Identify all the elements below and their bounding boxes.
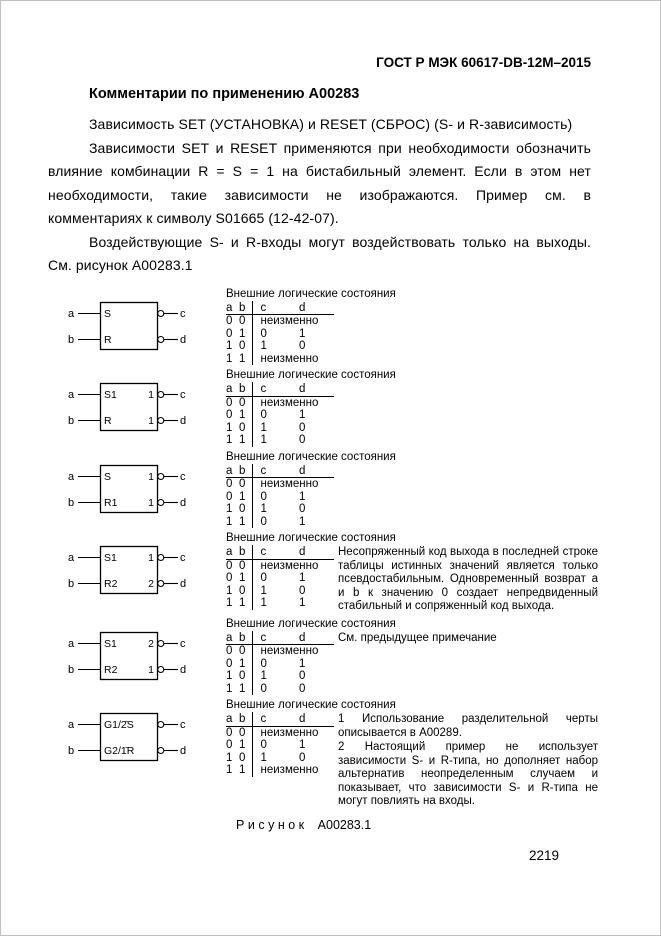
output-d-label: d xyxy=(180,496,187,509)
paragraph-body: Воздействующие S- и R-входы могут воздействовать только на выходы. См. рисунок А00283.1 xyxy=(48,233,591,273)
cell: 1 xyxy=(239,490,246,503)
cell: 1 xyxy=(252,422,298,435)
cell: 0 xyxy=(299,503,306,515)
cell: 1 xyxy=(226,434,233,446)
output-c-label: c xyxy=(180,389,186,401)
figure-section xyxy=(48,368,591,447)
cell: 1 xyxy=(239,657,246,670)
negation-bubble-icon xyxy=(158,310,164,316)
table-row xyxy=(226,683,334,696)
cell: 1 xyxy=(239,682,246,695)
inner-label-bottom-left: G2/1̄R xyxy=(104,745,135,757)
cell-unchanged: неизменно xyxy=(252,315,334,328)
caption-number: А00283.1 xyxy=(317,817,372,832)
cell: 0 xyxy=(226,490,233,503)
cell: 0 xyxy=(226,315,233,327)
output-c-label: c xyxy=(180,552,186,564)
cell: 0 xyxy=(252,658,298,671)
inner-label-bottom-left: R1 xyxy=(104,496,118,509)
table-row xyxy=(226,585,334,598)
cell: 1 xyxy=(239,739,246,751)
figure-note: Несопряженный код выхода в последней строке таблицы истинных значений является только псевдостабильным. Одновременный возврат a и b к значению 0 создает непредвиденный стабильный и сопряженный код выхода. xyxy=(338,546,598,612)
table-row xyxy=(226,340,334,353)
col-header-d: d xyxy=(298,382,334,396)
table-row xyxy=(226,658,334,671)
truth-table-block xyxy=(226,368,396,447)
truth-table-block xyxy=(226,531,396,614)
negation-bubble-icon xyxy=(158,473,164,479)
symbol-column xyxy=(48,450,226,529)
col-header-a: a xyxy=(226,301,239,315)
input-b-label: b xyxy=(68,415,75,427)
cell: 0 xyxy=(239,670,246,682)
inner-label-bottom-right: 2 xyxy=(148,578,154,590)
truth-table-title: Внешние логические состояния xyxy=(226,369,396,381)
truth-table-title: Внешние логические состояния xyxy=(226,532,396,544)
cell: 1 xyxy=(239,434,246,446)
col-header-d: d xyxy=(298,301,334,315)
cell: 0 xyxy=(226,657,233,670)
negation-bubble-icon xyxy=(158,555,164,561)
cell: 1 xyxy=(239,572,246,584)
cell: 0 xyxy=(239,751,246,764)
cell: 1 xyxy=(299,490,306,503)
inner-label-bottom-left: R xyxy=(104,333,112,346)
cell: 0 xyxy=(226,478,233,490)
cell: 0 xyxy=(252,328,298,341)
table-row xyxy=(226,422,334,435)
col-header-b: b xyxy=(239,301,252,315)
negation-bubble-icon xyxy=(158,581,164,587)
bistable-symbol xyxy=(66,630,188,682)
inner-label-bottom-right: 1 xyxy=(148,663,154,676)
cell: 0 xyxy=(239,340,246,352)
col-header-b: b xyxy=(239,464,252,478)
table-header-row xyxy=(226,301,334,315)
input-b-label: b xyxy=(68,745,75,757)
truth-table-block xyxy=(226,287,396,366)
cell: 1 xyxy=(239,764,246,776)
cell: 0 xyxy=(239,396,246,409)
col-header-b: b xyxy=(239,631,252,645)
table-row xyxy=(226,559,334,572)
paragraph-dependency-heading: Зависимость SET (УСТАНОВКА) и RESET (СБРОС) (S- и R-зависимость) xyxy=(89,116,573,132)
output-c-label: c xyxy=(180,719,186,731)
inner-label-top-left: G1/2̄S xyxy=(104,719,134,731)
page-number: 2219 xyxy=(528,848,559,863)
cell: 0 xyxy=(252,491,298,504)
cell: 1 xyxy=(252,340,298,353)
truth-table xyxy=(226,631,334,696)
col-header-c: c xyxy=(252,464,298,478)
cell: 0 xyxy=(299,682,306,695)
bistable-symbol xyxy=(66,711,188,763)
col-header-c: c xyxy=(252,631,298,645)
truth-table-block xyxy=(226,450,396,529)
cell: 1 xyxy=(252,670,298,683)
cell-unchanged: неизменно xyxy=(252,726,334,739)
table-row xyxy=(226,764,334,777)
cell-unchanged: неизменно xyxy=(252,559,334,572)
cell: 0 xyxy=(252,409,298,422)
cell: 1 xyxy=(252,585,298,598)
cell: 1 xyxy=(299,327,306,340)
table-header-row xyxy=(226,464,334,478)
cell: 1 xyxy=(226,670,233,682)
table-row xyxy=(226,645,334,658)
cell: 1 xyxy=(239,352,246,365)
cell: 0 xyxy=(299,751,306,764)
table-header-row xyxy=(226,712,334,726)
cell: 0 xyxy=(252,516,298,529)
cell: 0 xyxy=(226,396,233,409)
col-header-d: d xyxy=(298,631,334,645)
inner-label-top-left: S xyxy=(104,470,112,483)
table-row xyxy=(226,478,334,491)
truth-table xyxy=(226,382,334,447)
table-row xyxy=(226,572,334,585)
cell: 1 xyxy=(299,739,306,751)
table-header-row xyxy=(226,545,334,559)
paragraph-body: Зависимости SET и RESET применяются при необходимости обозначить влияние комбинации R = S = 1 на бистабильный элемент. Если в этом нет необходимости, такие зависимости не изображаются. Пример см. в комментариях к символу S01665 (12-42-07). xyxy=(48,139,591,226)
figure-note: 1 Использование разделительной черты описывается в А00289. xyxy=(338,713,598,739)
cell: 1 xyxy=(252,752,298,765)
input-a-label: a xyxy=(68,389,75,401)
bistable-symbol xyxy=(66,544,188,596)
truth-table xyxy=(226,301,334,366)
cell: 1 xyxy=(226,503,233,515)
col-header-d: d xyxy=(298,464,334,478)
negation-bubble-icon xyxy=(158,722,164,728)
col-header-c: c xyxy=(252,382,298,396)
col-header-c: c xyxy=(252,712,298,726)
cell: 1 xyxy=(226,515,233,528)
table-row xyxy=(226,396,334,409)
inner-label-top-right: 2 xyxy=(148,637,154,650)
bistable-symbol xyxy=(66,300,188,352)
inner-label-bottom-right: 1 xyxy=(148,415,154,427)
cell: 0 xyxy=(239,421,246,434)
table-header-row xyxy=(226,382,334,396)
negation-bubble-icon xyxy=(158,392,164,398)
note-column xyxy=(338,698,598,809)
col-header-b: b xyxy=(239,712,252,726)
inner-label-top-right: 1 xyxy=(148,552,154,564)
negation-bubble-icon xyxy=(158,418,164,424)
cell: 1 xyxy=(239,597,246,609)
col-header-a: a xyxy=(226,545,239,559)
cell: 1 xyxy=(226,340,233,352)
col-header-c: c xyxy=(252,545,298,559)
figure-note: См. предыдущее примечание xyxy=(338,631,497,644)
cell: 0 xyxy=(226,572,233,584)
cell: 0 xyxy=(299,421,306,434)
truth-table-block xyxy=(226,698,396,809)
cell: 0 xyxy=(226,559,233,572)
output-d-label: d xyxy=(180,663,187,676)
truth-table xyxy=(226,545,334,610)
output-c-label: c xyxy=(180,307,186,320)
inner-label-top-left: S1 xyxy=(104,389,117,401)
table-row xyxy=(226,752,334,765)
cell: 0 xyxy=(239,559,246,572)
inner-label-bottom-left: R xyxy=(104,415,112,427)
output-c-label: c xyxy=(180,470,186,483)
inner-label-top-right: 1 xyxy=(148,470,154,483)
cell: 0 xyxy=(239,315,246,327)
cell: 1 xyxy=(226,421,233,434)
table-row xyxy=(226,503,334,516)
input-b-label: b xyxy=(68,578,75,590)
table-row xyxy=(226,726,334,739)
symbol-column xyxy=(48,698,226,809)
col-header-a: a xyxy=(226,712,239,726)
table-row xyxy=(226,739,334,752)
cell: 0 xyxy=(252,572,298,585)
input-a-label: a xyxy=(68,470,75,483)
inner-label-bottom-right: 1 xyxy=(148,496,154,509)
cell: 0 xyxy=(252,739,298,752)
output-d-label: d xyxy=(180,745,187,757)
cell: 1 xyxy=(226,597,233,609)
cell: 1 xyxy=(299,515,306,528)
table-row xyxy=(226,516,334,529)
input-a-label: a xyxy=(68,307,75,320)
cell: 1 xyxy=(252,434,298,447)
inner-label-top-left: S1 xyxy=(104,637,117,650)
figure-section xyxy=(48,287,591,366)
figure-section xyxy=(48,450,591,529)
cell: 0 xyxy=(226,327,233,340)
table-row xyxy=(226,353,334,366)
truth-table-title: Внешние логические состояния xyxy=(226,699,396,711)
cell-unchanged: неизменно xyxy=(252,478,334,491)
input-b-label: b xyxy=(68,496,75,509)
output-d-label: d xyxy=(180,415,187,427)
cell: 0 xyxy=(239,726,246,739)
cell: 1 xyxy=(239,409,246,421)
table-header-row xyxy=(226,631,334,645)
figure-note: 2 Настоящий пример не использует зависимости S- и R-типа, но дополняет набор альтернатив неопределенным случаем и показывает, что зависимости S- и R-типа не могут повлиять на входы. xyxy=(338,741,598,807)
cell: 0 xyxy=(299,584,306,597)
negation-bubble-icon xyxy=(158,748,164,754)
inner-label-top-left: S1 xyxy=(104,552,117,564)
cell: 0 xyxy=(299,340,306,352)
col-header-a: a xyxy=(226,464,239,478)
col-header-d: d xyxy=(298,545,334,559)
inner-label-top-right: 1 xyxy=(148,389,154,401)
output-c-label: c xyxy=(180,637,186,650)
table-row xyxy=(226,597,334,610)
truth-table-title: Внешние логические состояния xyxy=(226,450,396,463)
cell: 1 xyxy=(226,764,233,776)
page-title: Комментарии по применению А00283 xyxy=(89,86,360,102)
input-b-label: b xyxy=(68,333,75,346)
col-header-b: b xyxy=(239,382,252,396)
cell: 0 xyxy=(252,683,298,696)
figure-section xyxy=(48,698,598,809)
cell: 1 xyxy=(226,751,233,764)
figure-a00283-1 xyxy=(48,287,598,832)
page-content xyxy=(1,1,660,832)
inner-label-bottom-left: R2 xyxy=(104,578,118,590)
figure-section xyxy=(48,617,591,696)
inner-label-bottom-left: R2 xyxy=(104,663,118,676)
cell: 1 xyxy=(226,352,233,365)
table-row xyxy=(226,491,334,504)
output-d-label: d xyxy=(180,578,187,590)
symbol-column xyxy=(48,531,226,614)
col-header-b: b xyxy=(239,545,252,559)
cell: 0 xyxy=(299,670,306,682)
cell: 1 xyxy=(299,597,306,609)
note-column xyxy=(338,531,598,614)
truth-table xyxy=(226,712,334,777)
cell: 0 xyxy=(226,726,233,739)
negation-bubble-icon xyxy=(158,666,164,672)
truth-table-block xyxy=(226,617,396,696)
truth-table-title: Внешние логические состояния xyxy=(226,287,396,300)
cell: 1 xyxy=(226,584,233,597)
col-header-c: c xyxy=(252,301,298,315)
negation-bubble-icon xyxy=(158,336,164,342)
cell: 1 xyxy=(252,503,298,516)
table-row xyxy=(226,434,334,447)
col-header-a: a xyxy=(226,382,239,396)
cell: 1 xyxy=(299,657,306,670)
input-a-label: a xyxy=(68,719,75,731)
cell: 1 xyxy=(239,327,246,340)
cell-unchanged: неизменно xyxy=(252,764,334,777)
cell: 0 xyxy=(226,645,233,657)
cell: 0 xyxy=(299,434,306,446)
col-header-a: a xyxy=(226,631,239,645)
symbol-column xyxy=(48,287,226,366)
cell-unchanged: неизменно xyxy=(252,645,334,658)
input-a-label: a xyxy=(68,637,75,650)
truth-table xyxy=(226,464,334,529)
negation-bubble-icon xyxy=(158,640,164,646)
cell: 0 xyxy=(239,503,246,515)
cell-unchanged: неизменно xyxy=(252,396,334,409)
cell: 1 xyxy=(226,682,233,695)
figure-section xyxy=(48,531,598,614)
input-b-label: b xyxy=(68,663,75,676)
table-row xyxy=(226,670,334,683)
cell: 1 xyxy=(239,515,246,528)
cell: 0 xyxy=(239,584,246,597)
figure-caption xyxy=(236,818,591,832)
input-a-label: a xyxy=(68,552,75,564)
symbol-column xyxy=(48,617,226,696)
inner-label-top-left: S xyxy=(104,307,112,320)
cell: 1 xyxy=(252,597,298,610)
cell: 0 xyxy=(239,645,246,657)
table-row xyxy=(226,409,334,422)
cell: 0 xyxy=(239,478,246,490)
note-column xyxy=(338,617,598,696)
table-row xyxy=(226,328,334,341)
output-d-label: d xyxy=(180,333,187,346)
table-row xyxy=(226,315,334,328)
symbol-column xyxy=(48,368,226,447)
bistable-symbol xyxy=(66,463,188,515)
cell: 0 xyxy=(226,739,233,751)
standard-code-header: ГОСТ Р МЭК 60617-DB-12М–2015 xyxy=(376,55,591,70)
col-header-d: d xyxy=(298,712,334,726)
bistable-symbol xyxy=(66,381,188,433)
cell: 1 xyxy=(299,572,306,584)
truth-table-title: Внешние логические состояния xyxy=(226,617,396,630)
cell-unchanged: неизменно xyxy=(252,353,334,366)
negation-bubble-icon xyxy=(158,499,164,505)
caption-label: Рисунок xyxy=(236,817,308,832)
cell: 0 xyxy=(226,409,233,421)
cell: 1 xyxy=(299,409,306,421)
